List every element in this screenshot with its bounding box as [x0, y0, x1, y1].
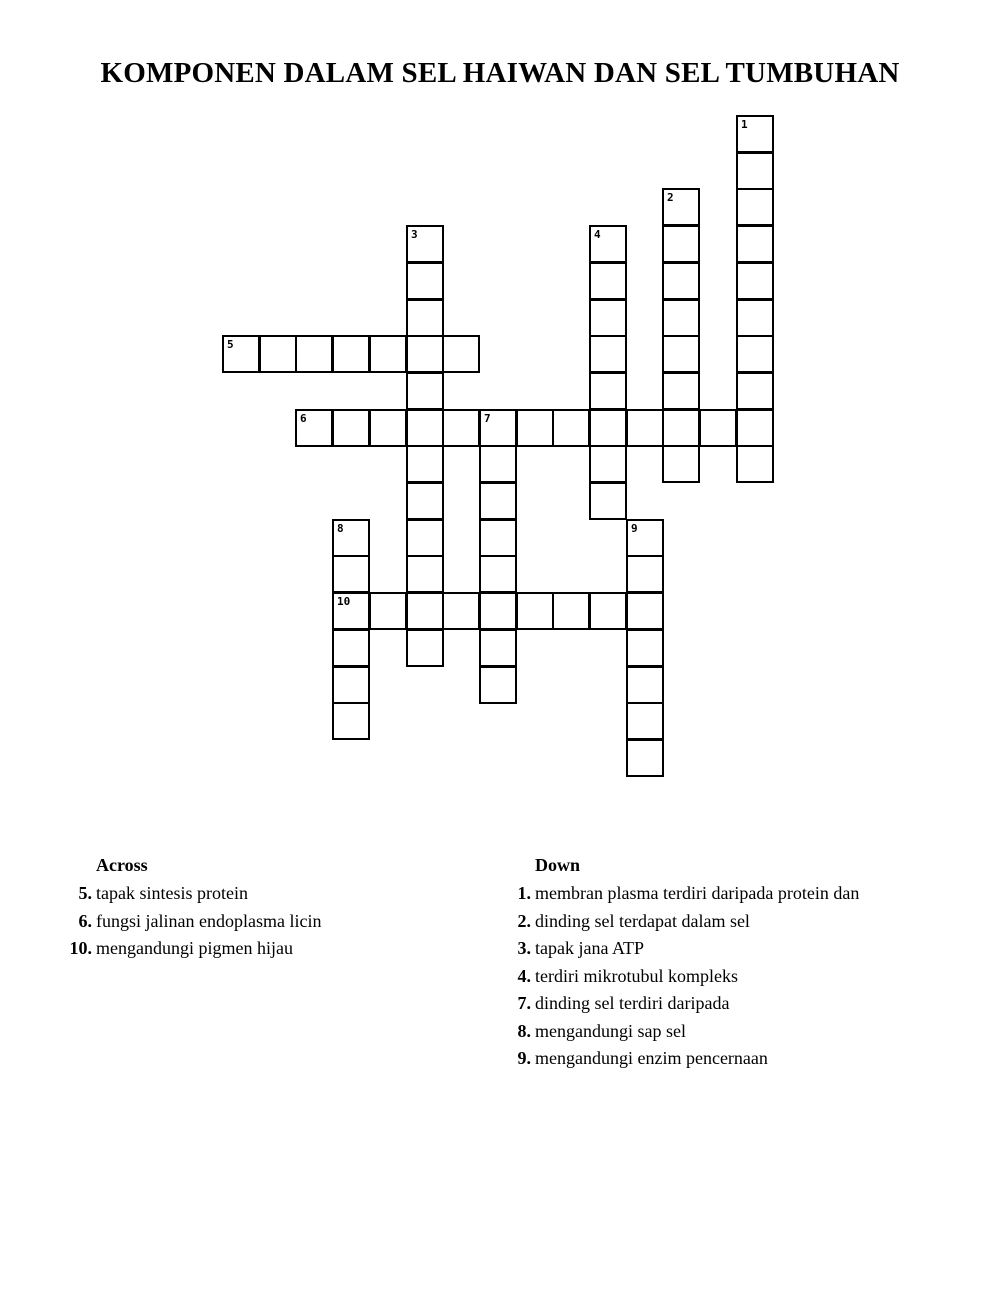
- crossword-cell[interactable]: [589, 409, 627, 447]
- crossword-cell[interactable]: [662, 188, 700, 226]
- cell-number: 5: [227, 338, 234, 351]
- crossword-cell[interactable]: [699, 409, 737, 447]
- crossword-cell[interactable]: [332, 335, 370, 373]
- crossword-cell[interactable]: [406, 629, 444, 667]
- crossword-cell[interactable]: [626, 629, 664, 667]
- crossword-cell[interactable]: [369, 335, 407, 373]
- crossword-cell[interactable]: [589, 445, 627, 483]
- clue-number: 5.: [78, 883, 92, 903]
- clue-number: 7.: [517, 993, 531, 1013]
- crossword-cell[interactable]: [406, 372, 444, 410]
- down-clue-list: [517, 883, 860, 1076]
- crossword-cell[interactable]: [626, 739, 664, 777]
- clue-text: membran plasma terdiri daripada protein dan: [535, 883, 860, 903]
- crossword-cell[interactable]: [552, 592, 590, 630]
- clue-text: tapak jana ATP: [535, 938, 644, 958]
- crossword-cell[interactable]: [332, 666, 370, 704]
- clue-item: [517, 883, 860, 911]
- down-heading: Down: [535, 855, 581, 875]
- crossword-cell[interactable]: [736, 299, 774, 337]
- crossword-cell[interactable]: [479, 482, 517, 520]
- crossword-cell[interactable]: [332, 592, 370, 630]
- cell-number: 8: [337, 522, 344, 535]
- crossword-cell[interactable]: [406, 555, 444, 593]
- crossword-cell[interactable]: [589, 482, 627, 520]
- crossword-cell[interactable]: [295, 409, 333, 447]
- crossword-cell[interactable]: [332, 702, 370, 740]
- crossword-cell[interactable]: [516, 592, 554, 630]
- crossword-cell[interactable]: [589, 299, 627, 337]
- crossword-cell[interactable]: [442, 409, 480, 447]
- clue-number: 2.: [517, 910, 531, 931]
- crossword-cell[interactable]: [479, 629, 517, 667]
- crossword-cell[interactable]: [589, 262, 627, 300]
- cell-number: 7: [484, 412, 491, 425]
- crossword-cell[interactable]: [332, 409, 370, 447]
- crossword-cell[interactable]: [736, 152, 774, 190]
- cell-number: 9: [631, 522, 638, 535]
- clue-item: [517, 965, 859, 994]
- clue-item: [69, 938, 321, 966]
- crossword-cell[interactable]: [406, 225, 444, 263]
- crossword-cell[interactable]: [442, 335, 480, 373]
- crossword-cell[interactable]: [332, 519, 370, 557]
- crossword-cell[interactable]: [662, 372, 700, 410]
- cell-number: 2: [667, 191, 674, 204]
- clue-item: [78, 910, 322, 939]
- clue-item: [78, 883, 321, 911]
- crossword-cell[interactable]: [736, 115, 774, 153]
- crossword-cell[interactable]: [626, 702, 664, 740]
- crossword-cell[interactable]: [589, 592, 627, 630]
- clue-number: 3.: [517, 938, 531, 958]
- clue-text: mengandungi pigmen hijau: [96, 938, 293, 958]
- crossword-cell[interactable]: [662, 262, 700, 300]
- cell-number: 10: [337, 595, 351, 608]
- across-heading: Across: [96, 855, 148, 875]
- clue-number: 4.: [517, 965, 531, 986]
- clue-number: 6.: [78, 910, 92, 931]
- clue-text: terdiri mikrotubul kompleks: [535, 965, 738, 986]
- crossword-cell[interactable]: [736, 335, 774, 373]
- crossword-cell[interactable]: [736, 372, 774, 410]
- crossword-cell[interactable]: [736, 262, 774, 300]
- crossword-cell[interactable]: [406, 445, 444, 483]
- clue-number: 9.: [517, 1048, 531, 1068]
- crossword-cell[interactable]: [626, 519, 664, 557]
- crossword-cell[interactable]: [552, 409, 590, 447]
- crossword-cell[interactable]: [589, 335, 627, 373]
- crossword-cell[interactable]: [479, 666, 517, 704]
- clue-text: fungsi jalinan endoplasma licin: [96, 910, 322, 931]
- crossword-cell[interactable]: [736, 409, 774, 447]
- crossword-cell[interactable]: [479, 555, 517, 593]
- crossword-cell[interactable]: [406, 519, 444, 557]
- crossword-cell[interactable]: [406, 409, 444, 447]
- crossword-cell[interactable]: [736, 225, 774, 263]
- clue-item: [517, 1048, 859, 1076]
- cell-number: 1: [741, 118, 748, 131]
- crossword-cell[interactable]: [369, 592, 407, 630]
- clue-text: mengandungi enzim pencernaan: [535, 1048, 768, 1068]
- clue-number: 10.: [69, 938, 92, 958]
- crossword-cell[interactable]: [736, 188, 774, 226]
- clue-text: tapak sintesis protein: [96, 883, 248, 903]
- across-clue-list: [69, 883, 322, 966]
- page-title: KOMPONEN DALAM SEL HAIWAN DAN SEL TUMBUHAN: [100, 57, 900, 89]
- crossword-cell[interactable]: [442, 592, 480, 630]
- crossword-cell[interactable]: [662, 445, 700, 483]
- crossword-cell[interactable]: [479, 445, 517, 483]
- crossword-cell[interactable]: [222, 335, 260, 373]
- crossword-cell[interactable]: [295, 335, 333, 373]
- clue-text: mengandungi sap sel: [535, 1020, 686, 1041]
- crossword-cell[interactable]: [479, 409, 517, 447]
- crossword-cell[interactable]: [662, 225, 700, 263]
- clue-item: [517, 993, 859, 1021]
- cell-number: 3: [411, 228, 418, 241]
- crossword-cell[interactable]: [626, 666, 664, 704]
- cell-number: 6: [300, 412, 307, 425]
- clue-item: [517, 910, 859, 939]
- crossword-cell[interactable]: [332, 629, 370, 667]
- crossword-cell[interactable]: [516, 409, 554, 447]
- crossword-cell[interactable]: [662, 409, 700, 447]
- crossword-cell[interactable]: [406, 592, 444, 630]
- crossword-cell[interactable]: [662, 299, 700, 337]
- clue-item: [517, 938, 859, 966]
- crossword-cell[interactable]: [332, 555, 370, 593]
- clue-text: dinding sel terdapat dalam sel: [535, 910, 750, 931]
- crossword-cell[interactable]: [626, 555, 664, 593]
- crossword-cell[interactable]: [662, 335, 700, 373]
- crossword-cell[interactable]: [736, 445, 774, 483]
- clue-text: dinding sel terdiri daripada: [535, 993, 730, 1013]
- clue-number: 1.: [517, 883, 531, 903]
- crossword-cell[interactable]: [479, 592, 517, 630]
- crossword-cell[interactable]: [626, 409, 664, 447]
- crossword-cell[interactable]: [589, 225, 627, 263]
- crossword-cell[interactable]: [589, 372, 627, 410]
- crossword-cell[interactable]: [369, 409, 407, 447]
- crossword-cell[interactable]: [259, 335, 297, 373]
- crossword-cell[interactable]: [406, 335, 444, 373]
- crossword-cell[interactable]: [406, 482, 444, 520]
- crossword-cell[interactable]: [406, 299, 444, 337]
- crossword-cell[interactable]: [479, 519, 517, 557]
- crossword-cell[interactable]: [626, 592, 664, 630]
- cell-number: 4: [594, 228, 601, 241]
- crossword-cell[interactable]: [406, 262, 444, 300]
- clue-item: [517, 1020, 859, 1049]
- clue-number: 8.: [517, 1020, 531, 1041]
